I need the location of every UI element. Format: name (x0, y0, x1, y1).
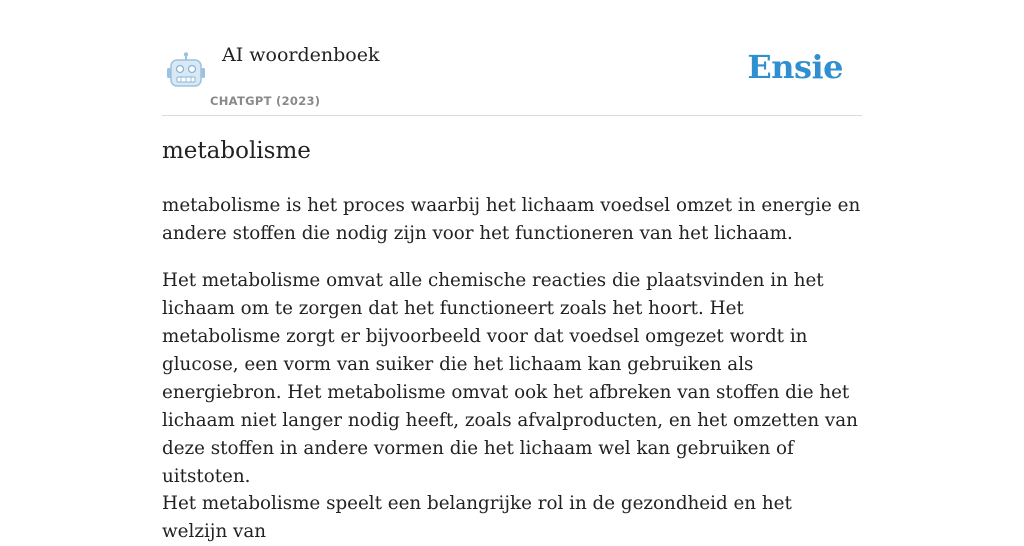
ensie-logo[interactable]: Ensie (747, 48, 843, 86)
source-header (162, 0, 862, 116)
entry-term: metabolisme (162, 138, 311, 164)
definition-paragraph: metabolisme is het proces waarbij het lichaam voedsel omzet in energie en andere stoffen die nodig zijn voor het functioneren van het lichaam. (162, 195, 861, 244)
source-title[interactable]: AI woordenboek (222, 44, 380, 66)
robot-icon (166, 52, 206, 90)
definition-card (162, 0, 862, 542)
definition-paragraph: Het metabolisme speelt een belangrijke rol in de gezondheid en het welzijn van (162, 493, 792, 542)
definition-paragraph: Het metabolisme omvat alle chemische reacties die plaatsvinden in het lichaam om te zorgen dat het functioneert zoals het hoort. Het metabolisme zorgt er bijvoorbeeld voor dat voedsel omgezet wordt in glucose, een vorm van suiker die het lichaam kan gebruiken als energiebron. Het metabolisme omvat ook het afbreken van stoffen die het lichaam niet langer nodig heeft, zoals afvalproducten, en het omzetten van deze stoffen in andere vormen die het lichaam wel kan gebruiken of uitstoten. (162, 270, 858, 487)
source-subtitle: CHATGPT (2023) (210, 94, 321, 108)
